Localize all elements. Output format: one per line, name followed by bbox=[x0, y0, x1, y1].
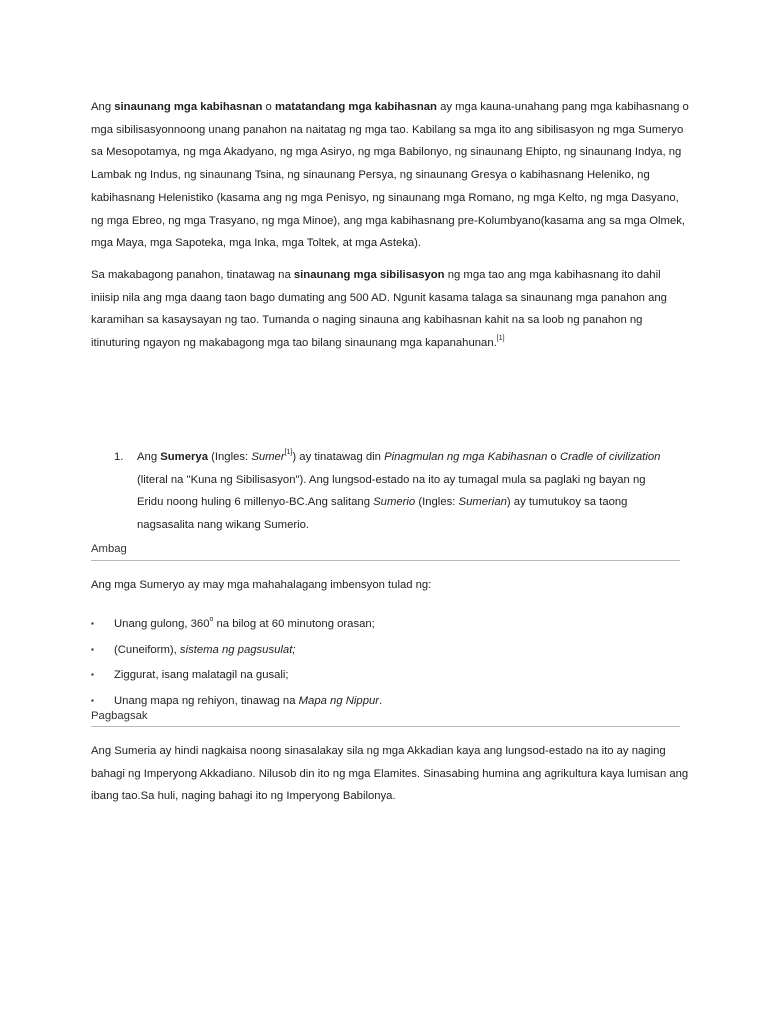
item-text: (Cuneiform), bbox=[114, 643, 180, 656]
bullet-text bbox=[114, 664, 289, 686]
list-item bbox=[91, 690, 691, 716]
section-heading-ambag: Ambag bbox=[91, 543, 127, 555]
citation-marker[interactable]: [1] bbox=[496, 335, 505, 343]
term-sumer: Sumer bbox=[251, 451, 285, 463]
item-text: Unang gulong, 360 bbox=[114, 618, 210, 630]
intro-paragraph bbox=[91, 96, 691, 255]
degree-mark: o bbox=[209, 616, 214, 623]
term-sumerya: Sumerya bbox=[160, 451, 208, 463]
item-text: na bilog at 60 minutong orasan; bbox=[213, 618, 375, 630]
pagbagsak-paragraph: Ang Sumeria ay hindi nagkaisa noong sinasalakay sila ng mga Akkadian kaya ang lungsod-estado na ito ay naging bahagi ng Imperyong Akkadiano. Nilusob din ito ng mga Elamites. Sinasabing humina ang agrikultura kaya lumisan ang ibang tao.Sa huli, naging bahagi ito ng Imperyong Babilonya. bbox=[91, 745, 689, 802]
citation-marker[interactable]: [1] bbox=[284, 449, 293, 456]
list-item bbox=[91, 613, 691, 639]
list-item bbox=[91, 639, 691, 665]
bullet-icon: ▪ bbox=[91, 644, 94, 654]
item-text: Ziggurat, isang malatagil na gusali; bbox=[114, 669, 289, 681]
ordered-list bbox=[114, 446, 674, 536]
sumer-text: ) ay tumutukoy sa taong nagsasalita nang wikang Sumerio. bbox=[137, 496, 628, 531]
inventions-list bbox=[91, 613, 691, 715]
list-number: 1. bbox=[114, 451, 124, 463]
term-sinaunang-kabihasnan: sinaunang mga kabihasnan bbox=[114, 101, 263, 113]
term-sumerio: Sumerio bbox=[373, 496, 416, 508]
article-body bbox=[91, 96, 691, 355]
item-text: . bbox=[379, 694, 383, 707]
modern-text: ng mga tao ang mga kabihasnang ito dahil iniisip nila ang mga daang taon bago dumating ang 500 AD. Ngunit kasama talaga sa sinaunang mga panahon ang karamihan sa kasaysayan ng tao. Tumanda o naging sinauna ang kabihasnan kahit na sa loob ng panahon ng itinuturing ngayon ng makabagong mga tao bilang sinaunang mga kapanahunan. bbox=[91, 268, 667, 350]
ambag-intro: Ang mga Sumeryo ay may mga mahahalagang imbensyon tulad ng: bbox=[91, 579, 432, 591]
bullet-icon: ▪ bbox=[91, 695, 94, 705]
sumer-text: (literal na "Kuna ng Sibilisasyon"). Ang lungsod-estado na ito ay tumagal mula sa paglaki ng bayan ng Eridu noong huling 6 millenyo-BC.Ang salitang bbox=[137, 473, 646, 508]
bullet-icon: ▪ bbox=[91, 619, 94, 628]
term-pinagmulan: Pinagmulan ng mga Kabihasnan bbox=[384, 451, 548, 463]
modern-text: Sa makabagong panahon, tinatawag na bbox=[91, 268, 294, 281]
term-sumerian: Sumerian bbox=[458, 496, 507, 508]
section-divider bbox=[91, 560, 680, 561]
bullet-text bbox=[114, 639, 295, 661]
list-item-sumerya bbox=[137, 446, 674, 536]
item-italic: sistema ng pagsusulat; bbox=[179, 643, 296, 656]
bullet-text bbox=[114, 690, 382, 712]
sumer-text: o bbox=[547, 451, 560, 463]
item-italic: Mapa ng Nippur bbox=[298, 694, 380, 707]
term-sinaunang-sibilisasyon: sinaunang mga sibilisasyon bbox=[293, 268, 445, 281]
sumer-text: Ang bbox=[137, 451, 161, 463]
sumer-text: ) ay tinatawag din bbox=[292, 451, 385, 463]
section-heading-pagbagsak: Pagbagsak bbox=[91, 710, 148, 722]
term-matatandang-kabihasnan: matatandang mga kabihasnan bbox=[274, 101, 437, 113]
modern-paragraph bbox=[91, 264, 691, 355]
item-text: Unang mapa ng rehiyon, tinawag na bbox=[114, 694, 299, 707]
bullet-text bbox=[114, 613, 375, 635]
intro-text: ay mga kauna-unahang pang mga kabihasnang o mga sibilisasyonnoong unang panahon na naitatag ng mga tao. Kabilang sa mga ito ang sibilisasyon ng mga Sumeryo sa Mesopotamya, ng mga Akadyano, ng mga Asiryo, ng mga Babilonyo, ng sinaunang Ehipto, ng sinaunang Indya, ng Lambak ng Indus, ng sinaunang Tsina, ng sinaunang Persya, ng sinaunang Gresya o kabihasnang Heleniko, ng kabihasnang Helenistiko (kasama ang ng mga Penisyo, ng sinaunang mga Romano, ng mga Kelto, ng mga Dasyano, ng mga Ebreo, ng mga Trasyano, ng mga Minoe), ang mga kabihasnang pre-Kolumbyano(kasama ang sa mga Olmek, mga Maya, mga Sapoteka, mga Inka, mga Toltek, at mga Asteka). bbox=[91, 101, 689, 250]
term-cradle: Cradle of civilization bbox=[559, 451, 661, 463]
sumer-text: (Ingles: bbox=[207, 451, 252, 463]
intro-text: o bbox=[262, 101, 275, 113]
intro-text: Ang bbox=[91, 101, 115, 113]
list-item bbox=[91, 664, 691, 690]
sumer-text: (Ingles: bbox=[415, 496, 459, 508]
section-divider bbox=[91, 726, 680, 727]
bullet-icon: ▪ bbox=[91, 670, 94, 679]
